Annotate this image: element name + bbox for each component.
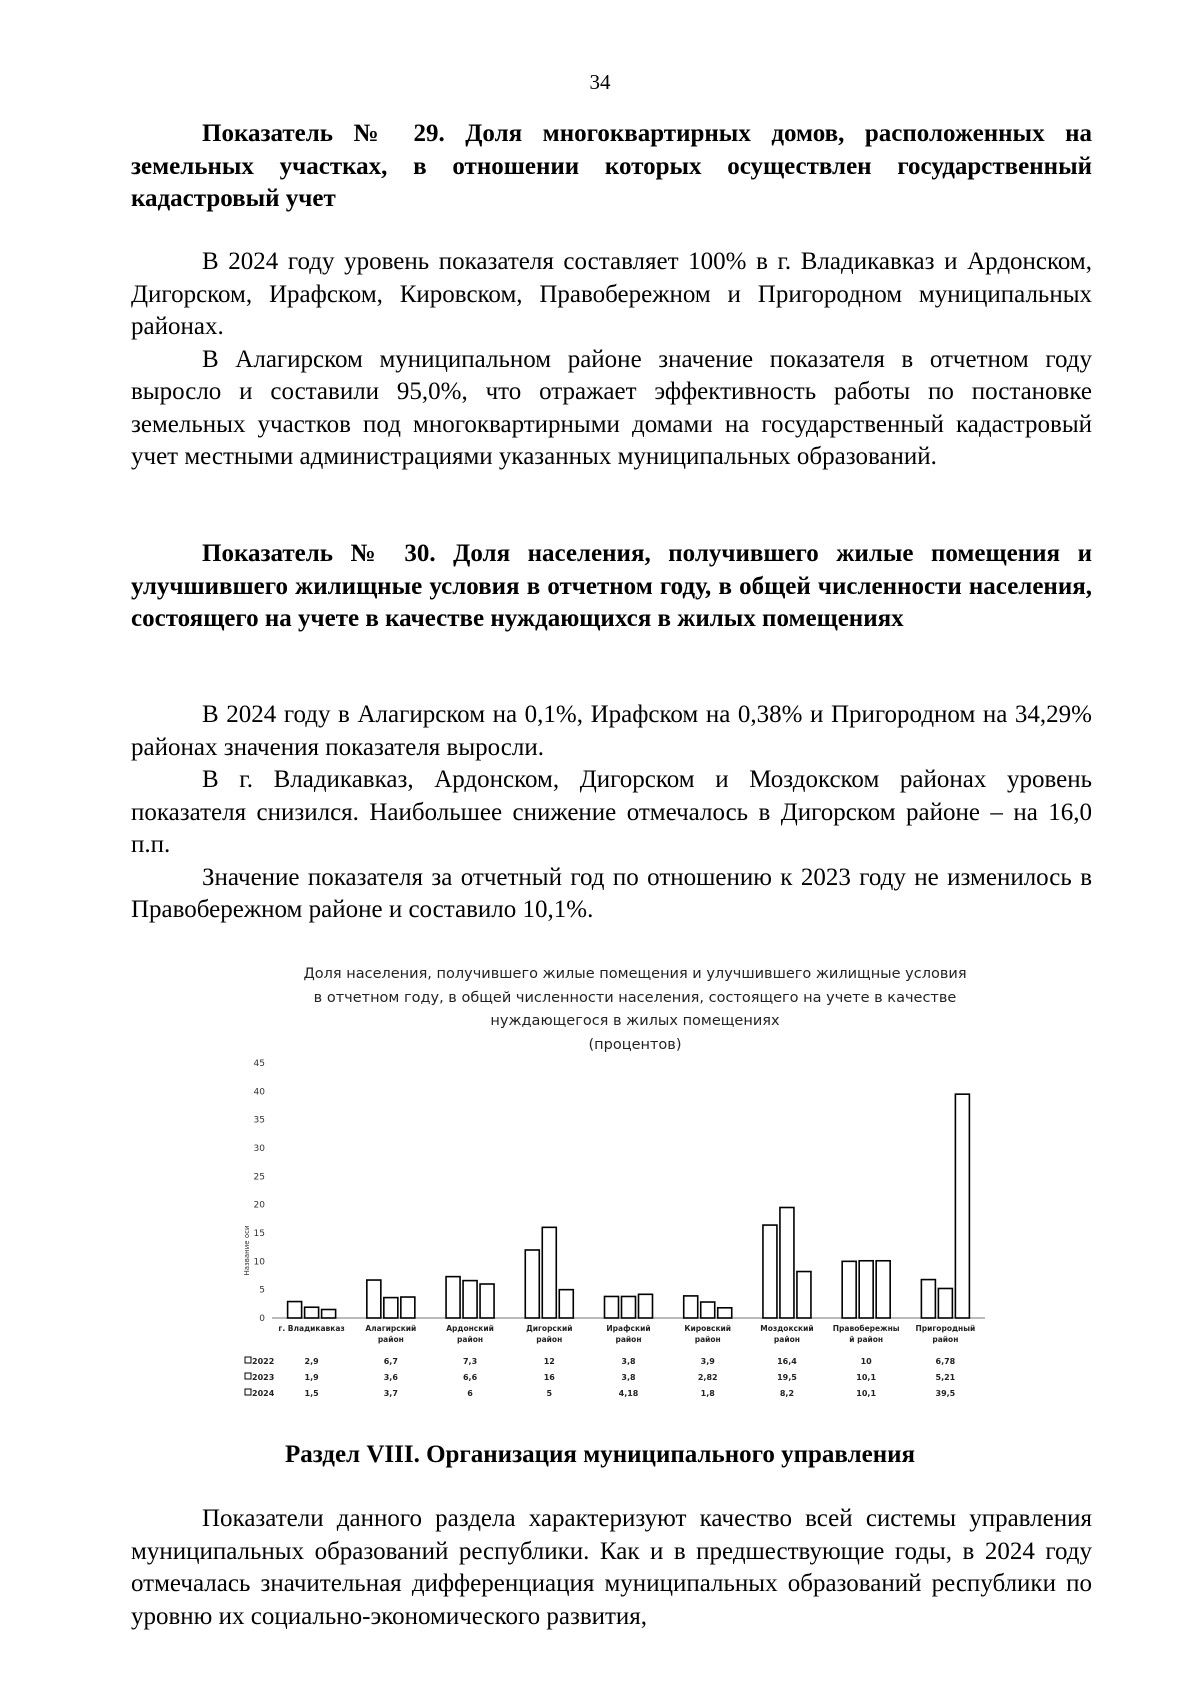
legend-label: 2023	[252, 1373, 275, 1382]
paragraph: В 2024 году в Алагирском на 0,1%, Ирафском на 0,38% и Пригородном на 34,29% районах значения показателя выросли.	[131, 701, 1092, 761]
data-label: 12	[543, 1357, 555, 1366]
bar-2022	[684, 1296, 698, 1318]
chart-subtitle: (процентов)	[588, 1036, 682, 1053]
data-label: 7,3	[462, 1357, 478, 1366]
bar-2023	[463, 1281, 477, 1318]
x-category-label: район	[457, 1335, 484, 1344]
legend-key-2024	[245, 1389, 251, 1395]
bar-2024	[955, 1094, 969, 1318]
data-label: 6	[467, 1389, 473, 1398]
y-tick-label: 10	[253, 1257, 265, 1268]
data-label: 1,5	[304, 1389, 319, 1398]
x-category-label: г. Владикавказ	[278, 1324, 345, 1333]
data-label: 3,8	[621, 1357, 636, 1366]
bar-2022	[288, 1302, 302, 1318]
data-label: 39,5	[935, 1389, 956, 1398]
y-tick-label: 35	[253, 1115, 265, 1126]
x-category-label: район	[694, 1335, 721, 1344]
paragraph: Значение показателя за отчетный год по отношению к 2023 году не изменилось в Правобережном районе и составило 10,1%.	[131, 863, 1092, 923]
data-label: 8,2	[779, 1389, 795, 1398]
x-category-label: Ардонский	[446, 1324, 494, 1333]
data-label: 1,8	[700, 1389, 715, 1398]
paragraph: В 2024 году уровень показателя составляет 100% в г. Владикавказ и Ардонском, Дигорском, Ирафском, Кировском, Правобережном и Пригородном муниципальных районах.	[131, 248, 1092, 340]
bar-2022	[446, 1277, 460, 1318]
data-label: 5	[546, 1389, 553, 1398]
bar-2024	[718, 1308, 732, 1318]
data-label: 10,1	[856, 1389, 877, 1398]
bar-2022	[605, 1296, 619, 1318]
data-label: 2,9	[304, 1357, 319, 1366]
section-8-text	[131, 1503, 1092, 1633]
data-label: 6,7	[383, 1357, 398, 1366]
bar-2024	[480, 1284, 494, 1318]
legend-label: 2022	[252, 1357, 275, 1366]
indicator-29-heading: Показатель № 29. Доля многоквартирных домов, расположенных на земельных участках, в отношении которых осуществлен государственный кадастровый учет	[131, 120, 1092, 212]
x-category-label: Кировский	[684, 1324, 732, 1333]
data-label: 6,78	[935, 1357, 956, 1366]
legend-key-2022	[245, 1357, 251, 1363]
bar-2023	[622, 1296, 636, 1318]
y-tick-label: 25	[253, 1172, 265, 1183]
legend-key-2023	[245, 1373, 251, 1379]
bar-2024	[322, 1310, 336, 1319]
bar-2022	[763, 1225, 777, 1318]
x-category-label: район	[615, 1335, 642, 1344]
chart-title-block	[300, 963, 970, 1057]
chart-title: Доля населения, получившего жилые помещения и улучшившего жилищные условия в отчетном году, в общей численности населения, состоящего на учете в качестве нуждающегося в жилых помещениях	[303, 966, 967, 1029]
bar-2022	[842, 1261, 856, 1318]
bar-2022	[367, 1280, 381, 1318]
data-label: 3,7	[383, 1389, 398, 1398]
bar-2023	[859, 1261, 873, 1318]
x-category-label: й район	[849, 1335, 884, 1344]
indicator-30-heading: Показатель № 30. Доля населения, получившего жилые помещения и улучшившего жилищные условия в отчетном году, в общей численности населения, состоящего на учете в качестве нуждающихся в жилых помещениях	[131, 540, 1092, 632]
bar-2024	[639, 1294, 653, 1318]
x-category-label: Моздокский	[760, 1324, 814, 1333]
x-category-label: район	[536, 1335, 563, 1344]
data-label: 2,82	[697, 1373, 718, 1382]
data-label: 16,4	[777, 1357, 797, 1366]
data-label: 3,6	[383, 1373, 398, 1382]
indicator-30-text	[131, 699, 1092, 927]
data-label: 1,9	[304, 1373, 319, 1382]
y-axis-title: Название оси	[243, 1225, 251, 1276]
data-label: 4,18	[618, 1389, 639, 1398]
x-category-label: район	[932, 1335, 959, 1344]
x-category-label: Ирафский	[606, 1324, 651, 1333]
bar-2024	[876, 1261, 890, 1318]
bar-2024	[401, 1297, 415, 1318]
data-label: 5,21	[935, 1373, 956, 1382]
y-tick-label: 5	[259, 1285, 265, 1296]
data-label: 10,1	[856, 1373, 877, 1382]
y-tick-label: 45	[253, 1059, 265, 1069]
bar-2023	[938, 1288, 952, 1318]
paragraph: В Алагирском муниципальном районе значение показателя в отчетном году выросло и составили 95,0%, что отражает эффективность работы по постановке земельных участков под многоквартирными домами на государственный кадастровый учет местными администрациями указанных муниципальных образований.	[131, 345, 1092, 470]
y-tick-label: 40	[253, 1087, 265, 1098]
x-category-label: Пригородный	[915, 1324, 976, 1333]
y-tick-label: 15	[253, 1229, 265, 1239]
x-category-label: район	[773, 1335, 800, 1344]
bar-2022	[525, 1250, 539, 1318]
paragraph: Показатели данного раздела характеризуют качество всей системы управления муниципальных образований республики. Как и в предшествующие годы, в 2024 году отмечалась значительная дифференциация муниципальных образований республики по уровню их социально-экономического развития,	[131, 1505, 1092, 1630]
x-category-label: Дигорский	[526, 1324, 573, 1333]
bar-2022	[921, 1280, 935, 1318]
page-number: 34	[589, 70, 611, 94]
data-label: 3,9	[700, 1357, 715, 1366]
section-8-heading: Раздел VIII. Организация муниципального управления	[284, 1441, 916, 1468]
data-label: 6,6	[462, 1373, 478, 1382]
data-label: 10	[860, 1357, 872, 1366]
legend-label: 2024	[252, 1389, 275, 1398]
data-label: 3,8	[621, 1373, 636, 1382]
paragraph: В г. Владикавказ, Ардонском, Дигорском и Моздокском районах уровень показателя снизился. Наибольшее снижение отмечалось в Дигорском районе – на 16,0 п.п.	[131, 766, 1092, 858]
y-tick-label: 20	[253, 1200, 265, 1211]
bar-2023	[384, 1298, 398, 1318]
bar-2024	[797, 1272, 811, 1318]
bar-2023	[305, 1307, 319, 1318]
bar-2023	[780, 1208, 794, 1319]
bar-2024	[559, 1290, 573, 1318]
y-tick-label: 0	[259, 1314, 265, 1324]
indicator-29-text	[131, 246, 1092, 474]
bar-2023	[701, 1302, 715, 1318]
y-tick-label: 30	[253, 1144, 265, 1154]
data-label: 16	[543, 1373, 555, 1382]
data-label: 19,5	[777, 1373, 797, 1382]
x-category-label: район	[377, 1335, 404, 1344]
x-category-label: Алагирский	[365, 1324, 417, 1333]
x-category-label: Правобережны	[832, 1324, 900, 1333]
bar-2023	[542, 1227, 556, 1318]
